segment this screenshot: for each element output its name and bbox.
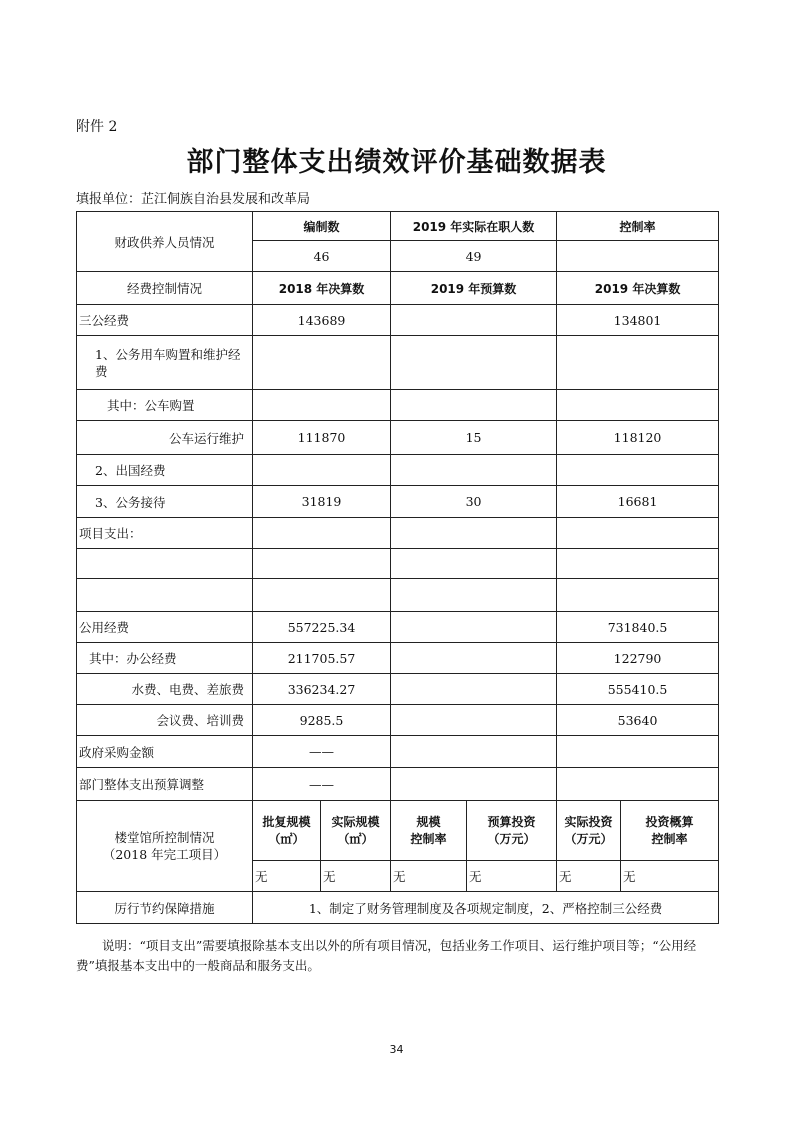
staff-value	[557, 241, 719, 272]
table-row	[77, 455, 719, 486]
staff-header-row	[77, 212, 719, 241]
cell-2019-final: 134801	[557, 305, 719, 336]
staff-value: 46	[253, 241, 391, 272]
row-label: 公车运行维护	[77, 421, 253, 455]
cell-2019-final	[557, 455, 719, 486]
cell-2018-final: 143689	[253, 305, 391, 336]
table-row	[77, 736, 719, 768]
row-label: 三公经费	[77, 305, 253, 336]
performance-data-table	[76, 211, 719, 924]
cell-2019-final	[557, 549, 719, 579]
cell-2019-budget	[391, 705, 557, 736]
building-label	[77, 801, 253, 892]
expense-header: 2019 年预算数	[391, 272, 557, 305]
cell-2019-final: 731840.5	[557, 612, 719, 643]
cell-2019-budget	[391, 768, 557, 801]
cell-2018-final: ——	[253, 768, 391, 801]
cell-2019-final: 555410.5	[557, 674, 719, 705]
table-row	[77, 390, 719, 421]
row-label: 公用经费	[77, 612, 253, 643]
table-row	[77, 421, 719, 455]
cell-2019-budget	[391, 612, 557, 643]
cell-2019-final	[557, 579, 719, 612]
table-note: 说明：“项目支出”需要填报除基本支出以外的所有项目情况，包括业务工作项目、运行维护项目等；“公用经费”填报基本支出中的一般商品和服务支出。	[76, 938, 697, 973]
building-label-line1: 楼堂馆所控制情况	[114, 830, 215, 845]
cell-2018-final: 557225.34	[253, 612, 391, 643]
building-header-row	[77, 801, 719, 861]
cell-2019-final: 122790	[557, 643, 719, 674]
table-row	[77, 768, 719, 801]
cell-2019-budget	[391, 455, 557, 486]
cell-2019-final	[557, 736, 719, 768]
cell-2018-final: 336234.27	[253, 674, 391, 705]
row-label: 1、公务用车购置和维护经费	[77, 336, 253, 390]
row-label: 其中：办公经费	[77, 643, 253, 674]
cell-2019-final	[557, 390, 719, 421]
cell-2019-budget	[391, 674, 557, 705]
building-value: 无	[557, 861, 621, 892]
cell-2018-final: 9285.5	[253, 705, 391, 736]
cell-2019-budget	[391, 336, 557, 390]
row-label: 水费、电费、差旅费	[77, 674, 253, 705]
table-row	[77, 518, 719, 549]
table-row	[77, 336, 719, 390]
expense-label: 经费控制情况	[77, 272, 253, 305]
cell-2018-final: 31819	[253, 486, 391, 518]
page-number: 34	[389, 1043, 404, 1056]
staff-header: 控制率	[557, 212, 719, 241]
table-row	[77, 486, 719, 518]
page-title: 部门整体支出绩效评价基础数据表	[186, 147, 607, 178]
cell-2019-budget	[391, 643, 557, 674]
cell-2018-final	[253, 549, 391, 579]
cell-2019-final	[557, 336, 719, 390]
expense-header: 2018 年决算数	[253, 272, 391, 305]
building-header: 批复规模 （㎡）	[253, 801, 321, 861]
saving-label: 厉行节约保障措施	[77, 892, 253, 924]
table-row	[77, 305, 719, 336]
table-row	[77, 643, 719, 674]
cell-2019-budget	[391, 390, 557, 421]
table-row	[77, 612, 719, 643]
row-label	[77, 549, 253, 579]
staff-label: 财政供养人员情况	[77, 212, 253, 272]
staff-header: 2019 年实际在职人数	[391, 212, 557, 241]
table-row	[77, 674, 719, 705]
cell-2019-final: 16681	[557, 486, 719, 518]
building-label-line2: （2018 年完工项目）	[102, 847, 227, 862]
cell-2018-final: ——	[253, 736, 391, 768]
cell-2018-final	[253, 455, 391, 486]
cell-2019-budget	[391, 518, 557, 549]
cell-2019-final	[557, 768, 719, 801]
row-label: 2、出国经费	[77, 455, 253, 486]
building-header: 投资概算 控制率	[621, 801, 719, 861]
saving-row	[77, 892, 719, 924]
cell-2019-final: 53640	[557, 705, 719, 736]
row-label: 部门整体支出预算调整	[77, 768, 253, 801]
cell-2019-budget	[391, 736, 557, 768]
cell-2019-budget: 30	[391, 486, 557, 518]
row-label: 其中：公车购置	[77, 390, 253, 421]
row-label: 3、公务接待	[77, 486, 253, 518]
building-header: 实际投资 （万元）	[557, 801, 621, 861]
table-row	[77, 549, 719, 579]
cell-2018-final: 211705.57	[253, 643, 391, 674]
cell-2018-final: 111870	[253, 421, 391, 455]
staff-header: 编制数	[253, 212, 391, 241]
saving-measures: 1、制定了财务管理制度及各项规定制度，2、严格控制三公经费	[253, 892, 719, 924]
row-label	[77, 579, 253, 612]
reporting-unit: 填报单位：芷江侗族自治县发展和改革局	[76, 192, 311, 207]
expense-header-row	[77, 272, 719, 305]
table-row	[77, 579, 719, 612]
cell-2019-final: 118120	[557, 421, 719, 455]
building-header: 规模 控制率	[391, 801, 467, 861]
building-header: 预算投资 （万元）	[467, 801, 557, 861]
building-value: 无	[467, 861, 557, 892]
cell-2019-final	[557, 518, 719, 549]
building-header: 实际规模 （㎡）	[321, 801, 391, 861]
row-label: 项目支出：	[77, 518, 253, 549]
expense-header: 2019 年决算数	[557, 272, 719, 305]
cell-2019-budget	[391, 549, 557, 579]
cell-2018-final	[253, 336, 391, 390]
row-label: 会议费、培训费	[77, 705, 253, 736]
cell-2018-final	[253, 518, 391, 549]
attachment-label: 附件 2	[76, 119, 118, 135]
cell-2018-final	[253, 579, 391, 612]
cell-2018-final	[253, 390, 391, 421]
cell-2019-budget	[391, 305, 557, 336]
row-label: 政府采购金额	[77, 736, 253, 768]
building-value: 无	[621, 861, 719, 892]
staff-value: 49	[391, 241, 557, 272]
cell-2019-budget: 15	[391, 421, 557, 455]
table-row	[77, 705, 719, 736]
building-value: 无	[253, 861, 321, 892]
building-value: 无	[391, 861, 467, 892]
cell-2019-budget	[391, 579, 557, 612]
building-value: 无	[321, 861, 391, 892]
